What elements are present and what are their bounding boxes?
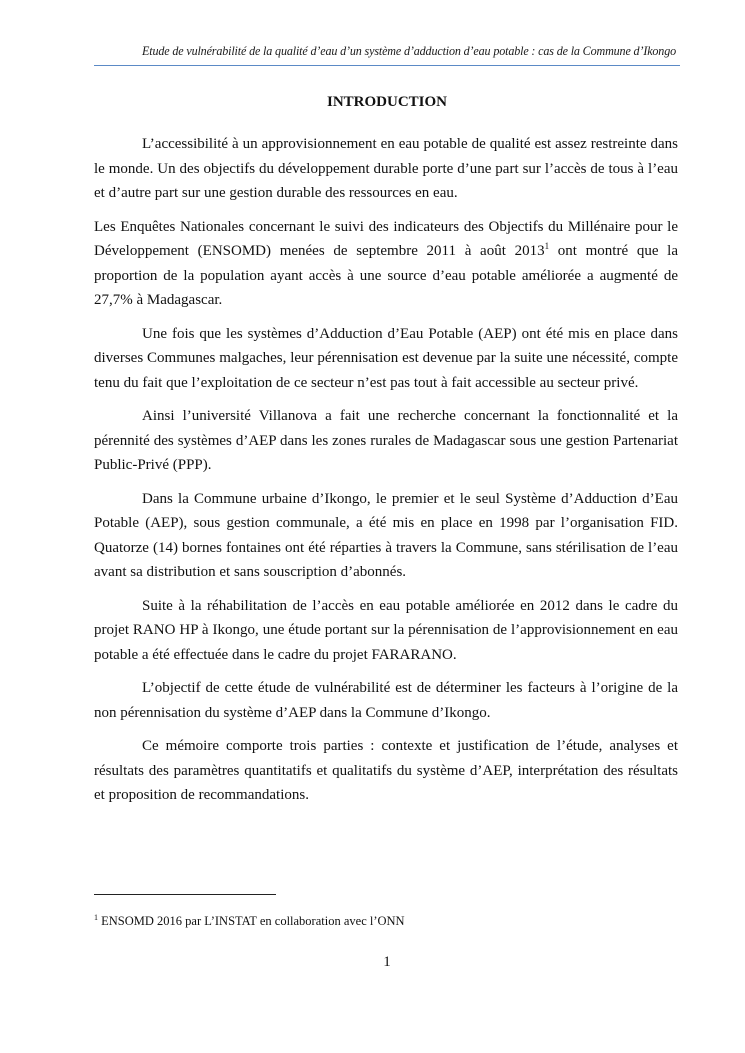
paragraph-8: Ce mémoire comporte trois parties : contexte et justification de l’étude, analyses et résultats des paramètres quantitatifs et qualitatifs du système d’AEP, interprétation des résultats et proposition de recommandations. xyxy=(94,738,678,803)
paragraph-4: Ainsi l’université Villanova a fait une recherche concernant la fonctionnalité et la pérennité des systèmes d’AEP dans les zones rurales de Madagascar sous une gestion Partenariat Public-Privé (PPP). xyxy=(94,408,678,473)
footnote-rule xyxy=(94,894,276,895)
paragraph-2-text-after: ont montré que la proportion de la population ayant accès à une source d’eau potable améliorée a augmenté de 27,7% à Madagascar. xyxy=(94,243,679,308)
running-header: Etude de vulnérabilité de la qualité d’eau d’un système d’adduction d’eau potable : cas de la Commune d’Ikongo xyxy=(142,44,676,58)
paragraph-5: Dans la Commune urbaine d’Ikongo, le premier et le seul Système d’Adduction d’Eau Potable (AEP), sous gestion communale, a été mis en place en 1998 par l’organisation FID. Quatorze (14) bornes fontaines ont été réparties à travers la Commune, sans stérilisation de l’eau avant sa distribution et sans souscription d’abonnés. xyxy=(94,490,678,580)
footnote-reference[interactable]: 1 xyxy=(544,241,550,251)
footnote-text: ENSOMD 2016 par L’INSTAT en collaboration avec l’ONN xyxy=(98,914,405,928)
page-number: 1 xyxy=(383,954,391,970)
paragraph-7: L’objectif de cette étude de vulnérabilité est de déterminer les facteurs à l’origine de la non pérennisation du système d’AEP dans la Commune d’Ikongo. xyxy=(94,680,678,721)
paragraph-3: Une fois que les systèmes d’Adduction d’Eau Potable (AEP) ont été mis en place dans diverses Communes malgaches, leur pérennisation est devenue par la suite une nécessité, compte tenu du fait que l’exploitation de ce secteur n’est pas tout à fait accessible au secteur privé. xyxy=(94,325,678,391)
paragraph-2 xyxy=(94,215,678,313)
header-rule xyxy=(94,65,680,66)
section-title: INTRODUCTION xyxy=(326,94,447,110)
paragraph-2-text-before: Les Enquêtes Nationales concernant le suivi des indicateurs des Objectifs du Millénaire pour le Développement (ENSOMD) menées de septembre 2011 à août 2013 xyxy=(94,218,678,259)
body-text xyxy=(94,132,678,817)
footnote xyxy=(94,914,405,929)
paragraph-1: L’accessibilité à un approvisionnement en eau potable de qualité est assez restreinte dans le monde. Un des objectifs du développement durable porte d’une part sur l’accès de tous à l’eau et d’autre part sur une gestion durable des ressources en eau. xyxy=(94,136,678,201)
footnote-marker: 1 xyxy=(94,912,98,922)
paragraph-6: Suite à la réhabilitation de l’accès en eau potable améliorée en 2012 dans le cadre du projet RANO HP à Ikongo, une étude portant sur la pérennisation de l’approvisionnement en eau potable a été effectuée dans le cadre du projet FARARANO. xyxy=(94,597,678,663)
